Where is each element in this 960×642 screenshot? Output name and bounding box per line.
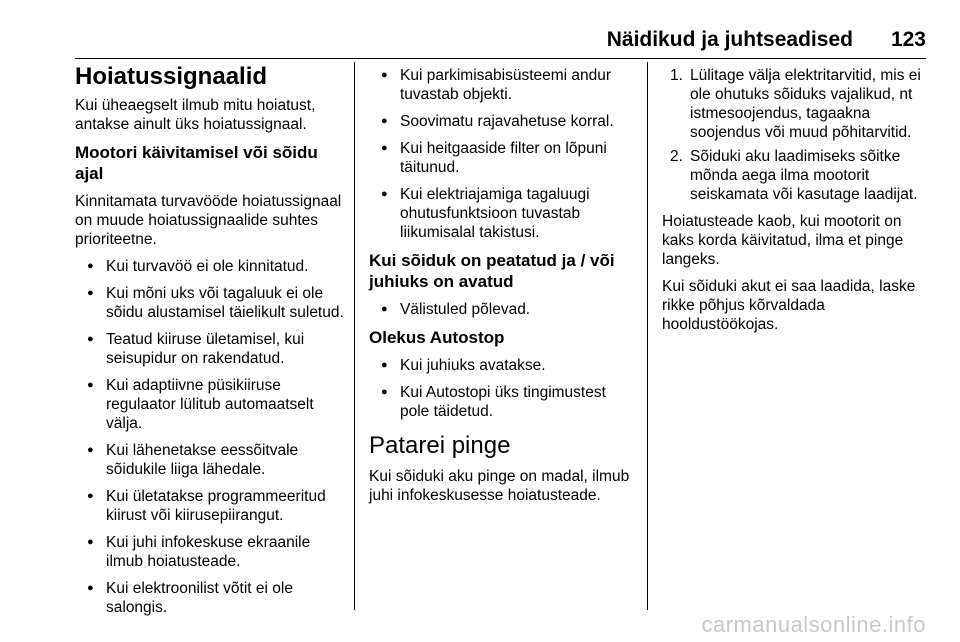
step-text: Sõiduki aku laadimiseks sõitke mõnda aega ilma mootorit seiskamata või kasutage laadijat.	[690, 148, 918, 203]
page-header	[607, 28, 926, 52]
list-item: ● Kui ületatakse programmeeritud kiirust või kiirusepiirangut.	[75, 487, 347, 525]
seatbelt-priority-paragraph: Kinnitamata turvavööde hoiatussignaal on muude hoiatussignaalide suhtes prioriteetne.	[75, 193, 342, 248]
list-item: ● Kui adaptiivne püsikiiruse regulaator lülitub automaatselt välja.	[75, 376, 347, 433]
parked-conditions-list	[369, 300, 637, 319]
list-item	[662, 147, 928, 204]
intro-paragraph: Kui üheaegselt ilmub mitu hoiatust, antakse ainult üks hoiatussignaal.	[75, 97, 316, 133]
warning-conditions-list	[75, 257, 347, 617]
list-item: ● Kui heitgaaside filter on lõpuni täitunud.	[369, 139, 637, 177]
column-3	[662, 62, 928, 342]
subheading-vehicle-parked: Kui sõiduk on peatatud ja / või juhiuks on avatud	[369, 251, 615, 291]
header-rule	[75, 58, 926, 59]
section-heading-battery-voltage: Patarei pinge	[369, 432, 511, 459]
section-title: Näidikud ja juhtseadised	[606, 28, 853, 51]
column-2	[369, 62, 637, 513]
list-item	[662, 66, 928, 142]
battery-steps-list	[662, 66, 928, 204]
list-item: ● Kui parkimisabisüsteemi andur tuvastab objekti.	[369, 66, 637, 104]
autostop-conditions-list	[369, 356, 637, 421]
warning-conditions-list-cont	[369, 66, 637, 242]
battery-paragraph: Kui sõiduki aku pinge on madal, ilmub juhi infokeskusesse hoiatusteade.	[369, 468, 630, 504]
section-heading-warning-signals: Hoiatussignaalid	[75, 63, 268, 90]
step-number: 1.	[670, 67, 683, 84]
list-item: ● Välistuled põlevad.	[369, 300, 637, 319]
subheading-autostop: Olekus Autostop	[369, 328, 505, 347]
list-item: ● Kui Autostopi üks tingimustest pole täidetud.	[369, 383, 637, 421]
page-number: 123	[890, 28, 926, 51]
list-item: ● Kui lähenetakse eessõitvale sõidukile liiga lähedale.	[75, 441, 347, 479]
list-item: ● Kui elektroonilist võtit ei ole salongis.	[75, 579, 347, 617]
list-item: ● Kui juhiuks avatakse.	[369, 356, 637, 375]
list-item: ● Kui mõni uks või tagaluuk ei ole sõidu alustamisel täielikult suletud.	[75, 284, 347, 322]
list-item: ● Kui juhi infokeskuse ekraanile ilmub hoiatusteade.	[75, 533, 347, 571]
list-item: ● Soovimatu rajavahetuse korral.	[369, 112, 637, 131]
list-item: ● Teatud kiiruse ületamisel, kui seisupidur on rakendatud.	[75, 330, 347, 368]
list-item: ● Kui elektriajamiga tagaluugi ohutusfunktsioon tuvastab liikumisalal takistusi.	[369, 185, 637, 242]
subheading-engine-start: Mootori käivitamisel või sõidu ajal	[75, 143, 318, 183]
column-divider-1	[354, 62, 355, 610]
message-clears-paragraph: Hoiatusteade kaob, kui mootorit on kaks korda käivitatud, ilma et pinge langeks.	[662, 213, 904, 268]
column-1	[75, 62, 347, 625]
column-divider-2	[647, 62, 648, 610]
step-text: Lülitage välja elektritarvitid, mis ei ole ohutuks sõiduks vajalikud, nt istmesoojendus, tagaakna soojendus või muud põhitarvitid.	[690, 67, 921, 141]
watermark: carmanualsonline.info	[701, 612, 926, 637]
step-number: 2.	[670, 148, 683, 165]
service-paragraph: Kui sõiduki akut ei saa laadida, laske rikke põhjus kõrvaldada hooldustöökojas.	[662, 278, 916, 333]
list-item: ● Kui turvavöö ei ole kinnitatud.	[75, 257, 347, 276]
